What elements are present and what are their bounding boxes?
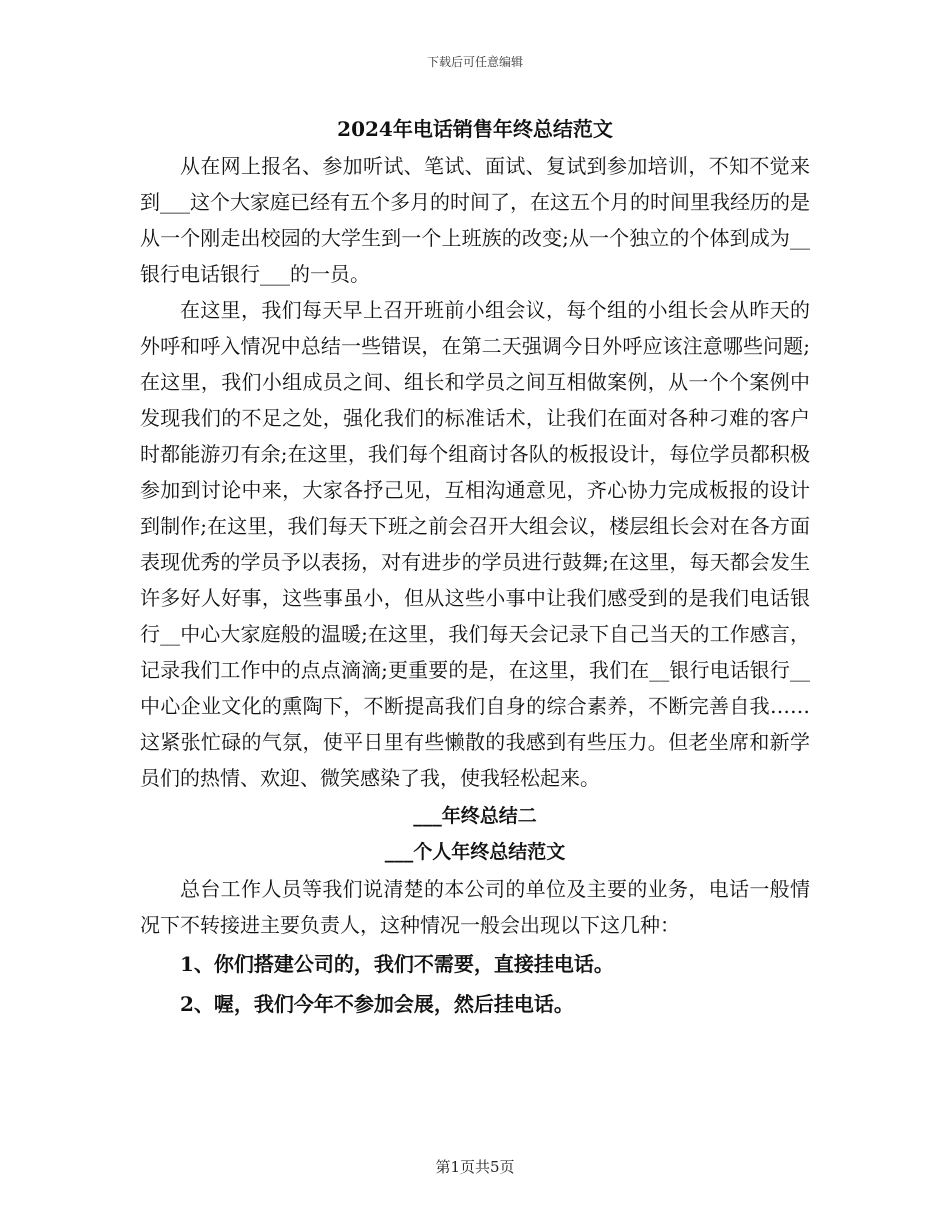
numbered-list [140, 945, 810, 1023]
section-heading-year-end-summary-two: ___年终总结二 [413, 805, 537, 827]
section-heading-personal-summary: ___个人年终总结范文 [384, 841, 566, 863]
list-item: 2、喔，我们今年不参加会展，然后挂电话。 [180, 992, 574, 1016]
document-title: 2024年电话销售年终总结范文 [337, 117, 613, 141]
page-number-footer: 第1页共5页 [435, 1158, 515, 1176]
list-item: 1、你们搭建公司的，我们不需要，直接挂电话。 [180, 952, 614, 976]
header-note: 下载后可任意编辑 [426, 55, 523, 69]
paragraph-3: 总台工作人员等我们说清楚的本公司的单位及主要的业务，电话一般情况下不转接进主要负责人，这种情况一般会出现以下这几种： [140, 877, 810, 937]
document-body [140, 111, 810, 1025]
paragraph-2: 在这里，我们每天早上召开班前小组会议，每个组的小组长会从昨天的外呼和呼入情况中总结一些错误，在第二天强调今日外呼应该注意哪些问题;在这里，我们小组成员之间、组长和学员之间互相做案例，从一个个案例中发现我们的不足之处，强化我们的标准话术，让我们在面对各种刁难的客户时都能游刃有余;在这里，我们每个组商讨各队的板报设计，每位学员都积极参加到讨论中来，大家各抒己见，互相沟通意见，齐心协力完成板报的设计到制作;在这里，我们每天下班之前会召开大组会议，楼层组长会对在各方面表现优秀的学员予以表扬，对有进步的学员进行鼓舞;在这里，每天都会发生许多好人好事，这些事虽小，但从这些小事中让我们感受到的是我们电话银行__中心大家庭般的温暖;在这里，我们每天会记录下自己当天的工作感言，记录我们工作中的点点滴滴;更重要的是，在这里，我们在__银行电话银行__中心企业文化的熏陶下，不断提高我们自身的综合素养，不断完善自我……这紧张忙碌的气氛，使平日里有些懒散的我感到有些压力。但老坐席和新学员们的热情、欢迎、微笑感染了我，使我轻松起来。 [140, 298, 810, 790]
paragraph-1: 从在网上报名、参加听试、笔试、面试、复试到参加培训，不知不觉来到___这个大家庭已经有五个多月的时间了，在这五个月的时间里我经历的是从一个刚走出校园的大学生到一个上班族的改变;从一个独立的个体到成为__银行电话银行___的一员。 [140, 154, 810, 286]
